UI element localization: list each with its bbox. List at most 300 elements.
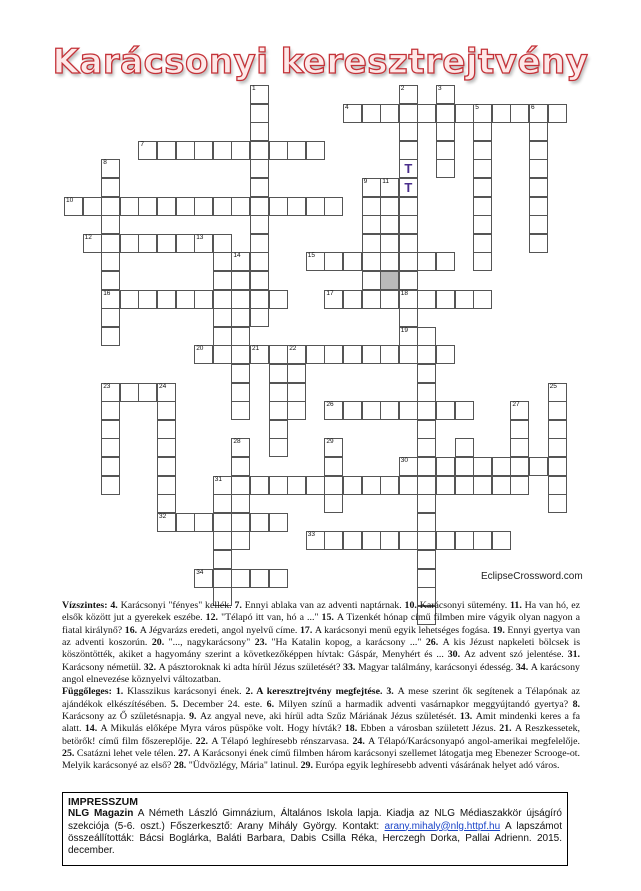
crossword-cell[interactable] xyxy=(343,531,362,550)
crossword-cell[interactable] xyxy=(231,531,250,550)
crossword-cell[interactable] xyxy=(399,234,418,253)
crossword-cell[interactable] xyxy=(399,271,418,290)
clue-number: 17 xyxy=(326,289,334,297)
crossword-cell[interactable] xyxy=(101,290,120,309)
crossword-cell[interactable] xyxy=(287,345,306,364)
crossword-cell[interactable] xyxy=(101,159,120,178)
crossword-cell[interactable] xyxy=(343,252,362,271)
crossword-cell[interactable] xyxy=(306,531,325,550)
crossword-cell[interactable] xyxy=(101,308,120,327)
crossword-cell[interactable] xyxy=(343,345,362,364)
crossword-cell[interactable] xyxy=(324,401,343,420)
crossword-cell[interactable] xyxy=(529,234,548,253)
crossword-cell[interactable] xyxy=(436,252,455,271)
crossword-cell[interactable] xyxy=(548,420,567,439)
crossword-cell[interactable] xyxy=(436,531,455,550)
crossword-cell[interactable] xyxy=(399,252,418,271)
crossword-cell[interactable] xyxy=(157,420,176,439)
crossword-cell[interactable] xyxy=(529,159,548,178)
crossword-cell[interactable] xyxy=(529,457,548,476)
crossword-cell[interactable] xyxy=(269,290,288,309)
crossword-cell[interactable] xyxy=(250,159,269,178)
clue-text: A pásztoroknak ki adta hírül Jézus születését? xyxy=(158,661,341,673)
crossword-cell[interactable] xyxy=(417,420,436,439)
crossword-cell[interactable] xyxy=(473,197,492,216)
crossword-cell[interactable] xyxy=(417,383,436,402)
contact-email-link[interactable]: arany.mihaly@nlg.httpf.hu xyxy=(384,820,501,832)
crossword-cell[interactable] xyxy=(455,401,474,420)
crossword-cell[interactable] xyxy=(399,141,418,160)
crossword-cell[interactable] xyxy=(306,141,325,160)
crossword-cell[interactable] xyxy=(343,476,362,495)
crossword-cell[interactable] xyxy=(380,290,399,309)
crossword-cell[interactable] xyxy=(176,197,195,216)
crossword-cell[interactable] xyxy=(306,252,325,271)
clue-number-label: 15. xyxy=(318,612,337,624)
crossword-cell[interactable] xyxy=(529,104,548,123)
crossword-cell[interactable] xyxy=(362,345,381,364)
crossword-cell[interactable] xyxy=(287,364,306,383)
crossword-cell[interactable] xyxy=(455,438,474,457)
crossword-cell[interactable] xyxy=(436,345,455,364)
crossword-cell[interactable] xyxy=(399,476,418,495)
crossword-cell[interactable] xyxy=(362,476,381,495)
crossword-cell[interactable] xyxy=(101,476,120,495)
crossword-cell[interactable] xyxy=(231,476,250,495)
crossword-cell[interactable] xyxy=(324,290,343,309)
crossword-cell[interactable] xyxy=(510,457,529,476)
crossword-cell[interactable] xyxy=(473,476,492,495)
crossword-cell[interactable] xyxy=(231,197,250,216)
crossword-cell[interactable] xyxy=(324,252,343,271)
crossword-cell[interactable] xyxy=(417,494,436,513)
crossword-cell[interactable] xyxy=(231,457,250,476)
crossword-cell[interactable] xyxy=(101,383,120,402)
crossword-cell[interactable] xyxy=(473,290,492,309)
crossword-cell[interactable] xyxy=(417,345,436,364)
crossword-cell[interactable] xyxy=(176,513,195,532)
crossword-cell[interactable] xyxy=(101,271,120,290)
clue-number: 13 xyxy=(196,233,204,241)
crossword-cell[interactable] xyxy=(455,457,474,476)
clue-number: 21 xyxy=(252,345,260,353)
clue-text: "..., nagykarácsony" xyxy=(168,637,251,649)
crossword-cell[interactable] xyxy=(548,383,567,402)
crossword-cell[interactable] xyxy=(473,141,492,160)
crossword-cell[interactable] xyxy=(250,215,269,234)
crossword-cell[interactable] xyxy=(417,104,436,123)
clue-text: December 24. este. xyxy=(182,698,263,710)
crossword-cell[interactable] xyxy=(473,178,492,197)
clue-text: Amit mindenki keres a fa alatt. xyxy=(62,711,580,735)
crossword-cell[interactable] xyxy=(83,197,102,216)
impressum-text-1: A Németh László Gimnázium, Általános Iskola lapja. Kiadja az NLG Médiaszakkör újságíró szekciója (5-6. oszt.) Főszerkesztő: Arany Mihály György. Kontakt: xyxy=(68,808,562,832)
crossword-cell[interactable] xyxy=(269,438,288,457)
crossword-cell[interactable] xyxy=(157,494,176,513)
crossword-cell[interactable] xyxy=(287,401,306,420)
crossword-cell[interactable] xyxy=(64,197,83,216)
crossword-cell[interactable] xyxy=(138,383,157,402)
crossword-cell[interactable] xyxy=(269,364,288,383)
crossword-cell[interactable] xyxy=(417,401,436,420)
crossword-cell[interactable] xyxy=(399,197,418,216)
crossword-cell[interactable] xyxy=(380,476,399,495)
crossword-cell[interactable] xyxy=(176,141,195,160)
crossword-cell[interactable] xyxy=(250,308,269,327)
crossword-cell[interactable] xyxy=(436,290,455,309)
clue-number: 32 xyxy=(159,512,167,520)
crossword-cell[interactable] xyxy=(473,159,492,178)
clue-number-label: 3. xyxy=(382,686,398,698)
crossword-cell[interactable] xyxy=(213,271,232,290)
crossword-cell[interactable] xyxy=(157,234,176,253)
crossword-cell[interactable] xyxy=(548,104,567,123)
crossword-cell[interactable] xyxy=(157,141,176,160)
crossword-cell[interactable] xyxy=(231,141,250,160)
crossword-cell[interactable] xyxy=(399,457,418,476)
crossword-cell[interactable] xyxy=(213,513,232,532)
crossword-cell[interactable] xyxy=(231,383,250,402)
crossword-cell[interactable] xyxy=(269,141,288,160)
crossword-cell[interactable] xyxy=(362,215,381,234)
crossword-cell[interactable] xyxy=(380,234,399,253)
clue-number-label: 30. xyxy=(443,649,464,661)
crossword-cell[interactable] xyxy=(436,122,455,141)
clue-text: A karácsonyi menü egyik lehetséges fogása. xyxy=(314,624,490,636)
crossword-cell[interactable] xyxy=(399,159,418,178)
crossword-cell[interactable] xyxy=(362,531,381,550)
crossword-cell[interactable] xyxy=(306,476,325,495)
crossword-cell[interactable] xyxy=(269,476,288,495)
crossword-cell[interactable] xyxy=(213,308,232,327)
crossword-cell[interactable] xyxy=(417,252,436,271)
crossword-cell[interactable] xyxy=(510,104,529,123)
crossword-cell[interactable] xyxy=(399,531,418,550)
clue-text: Az advent szó jelentése. xyxy=(464,649,564,661)
crossword-cell[interactable] xyxy=(436,104,455,123)
clue-number-label: 9. xyxy=(185,711,200,723)
crossword-cell[interactable] xyxy=(231,569,250,588)
crossword-cell[interactable] xyxy=(250,290,269,309)
crossword-cell[interactable] xyxy=(399,308,418,327)
crossword-cell[interactable] xyxy=(231,252,250,271)
crossword-cell[interactable] xyxy=(380,252,399,271)
clue-text: A karácsony angol elnevezése köznyelvi változatban. xyxy=(62,661,580,686)
crossword-cell[interactable] xyxy=(306,197,325,216)
clue-number-label: 1. xyxy=(115,686,128,698)
crossword-cell[interactable] xyxy=(529,178,548,197)
crossword-cell[interactable] xyxy=(417,438,436,457)
crossword-cell[interactable] xyxy=(324,494,343,513)
crossword-cell[interactable] xyxy=(343,290,362,309)
crossword-cell[interactable] xyxy=(399,85,418,104)
crossword-cell[interactable] xyxy=(250,104,269,123)
crossword-cell[interactable] xyxy=(101,420,120,439)
across-heading: Vízszintes: xyxy=(62,600,108,611)
clue-text: A Karácsonyi ének című filmben három karácsonyi szellemet látogatja meg Ebenezer Scrooge-ot. Melyik karácsonyé az első? xyxy=(62,748,581,772)
crossword-cell[interactable] xyxy=(138,197,157,216)
clue-number-label: 10. xyxy=(401,600,420,611)
crossword-cell[interactable] xyxy=(250,271,269,290)
crossword-cell[interactable] xyxy=(213,550,232,569)
crossword-cell[interactable] xyxy=(213,327,232,346)
crossword-cell[interactable] xyxy=(101,234,120,253)
crossword-cell[interactable] xyxy=(417,290,436,309)
crossword-cell[interactable] xyxy=(157,383,176,402)
crossword-cell[interactable] xyxy=(231,494,250,513)
crossword-cell[interactable] xyxy=(287,383,306,402)
crossword-cell[interactable] xyxy=(213,531,232,550)
crossword-cell[interactable] xyxy=(157,513,176,532)
crossword-cell[interactable] xyxy=(436,141,455,160)
crossword-cell[interactable] xyxy=(492,476,511,495)
crossword-cell[interactable] xyxy=(473,457,492,476)
crossword-cell[interactable] xyxy=(324,531,343,550)
clue-number: 10 xyxy=(66,196,74,204)
crossword-cell[interactable] xyxy=(194,234,213,253)
crossword-cell[interactable] xyxy=(157,476,176,495)
crossword-cell[interactable] xyxy=(213,345,232,364)
crossword-cell[interactable] xyxy=(380,531,399,550)
crossword-cell[interactable] xyxy=(231,345,250,364)
crossword-cell[interactable] xyxy=(101,457,120,476)
crossword-cell[interactable] xyxy=(417,364,436,383)
crossword-cell[interactable] xyxy=(176,234,195,253)
crossword-cell[interactable] xyxy=(417,476,436,495)
crossword-cell[interactable] xyxy=(380,104,399,123)
crossword-cell[interactable] xyxy=(157,438,176,457)
crossword-cell[interactable] xyxy=(324,345,343,364)
clue-text: A kis Jézust napkeleti bölcsek is köszöntötték, akiket a hagyomány szerint a következőképpen hívtak: Gáspár, Menyhért és ... xyxy=(62,637,581,661)
crossword-cell[interactable] xyxy=(269,420,288,439)
crossword-cell[interactable] xyxy=(324,476,343,495)
crossword-cell[interactable] xyxy=(399,104,418,123)
crossword-cell[interactable] xyxy=(101,215,120,234)
crossword-cell[interactable] xyxy=(269,345,288,364)
crossword-cell[interactable] xyxy=(250,197,269,216)
crossword-cell[interactable] xyxy=(231,364,250,383)
crossword-cell[interactable] xyxy=(417,327,436,346)
clue-text: Ebben a városban született Jézus. xyxy=(360,723,496,735)
crossword-cell[interactable] xyxy=(194,569,213,588)
crossword-cell[interactable] xyxy=(120,383,139,402)
crossword-cell[interactable] xyxy=(362,197,381,216)
crossword-cell[interactable] xyxy=(324,197,343,216)
crossword-cell[interactable] xyxy=(548,438,567,457)
crossword-cell[interactable] xyxy=(231,308,250,327)
crossword-cell[interactable] xyxy=(213,476,232,495)
crossword-cell[interactable] xyxy=(362,178,381,197)
crossword-cell[interactable] xyxy=(473,531,492,550)
clue-number: 29 xyxy=(326,438,334,446)
clue-number-label: 25. xyxy=(62,748,77,760)
crossword-cell[interactable] xyxy=(380,345,399,364)
crossword-cell[interactable] xyxy=(417,457,436,476)
clue-number-label: 22. xyxy=(192,735,212,747)
impressum-text-2: A lapszámot összeállították: Bácsi Boglárka, Baláti Barbara, Dabis Csilla Réka, Herczegh Dorka, Pallai Adrienn. 2015. december. xyxy=(68,820,562,857)
crossword-cell[interactable] xyxy=(380,178,399,197)
crossword-cell[interactable] xyxy=(455,290,474,309)
crossword-cell[interactable] xyxy=(529,122,548,141)
crossword-cell[interactable] xyxy=(120,197,139,216)
crossword-cell[interactable] xyxy=(455,531,474,550)
crossword-cell[interactable] xyxy=(138,141,157,160)
crossword-cell[interactable] xyxy=(473,252,492,271)
crossword-cell[interactable] xyxy=(399,178,418,197)
crossword-cell[interactable] xyxy=(455,104,474,123)
crossword-cell[interactable] xyxy=(213,197,232,216)
crossword-cell[interactable] xyxy=(269,383,288,402)
crossword-cell[interactable] xyxy=(138,234,157,253)
crossword-cell[interactable] xyxy=(380,197,399,216)
crossword-cell[interactable] xyxy=(269,197,288,216)
crossword-cell[interactable] xyxy=(417,531,436,550)
clue-number-label: 21. xyxy=(495,723,515,735)
crossword-cell[interactable] xyxy=(436,401,455,420)
crossword-cell[interactable] xyxy=(362,104,381,123)
clue-number: 18 xyxy=(400,289,409,297)
crossword-cell[interactable] xyxy=(83,234,102,253)
clue-text: "Ha Katalin kopog, a karácsony ..." xyxy=(271,637,422,649)
crossword-cell[interactable] xyxy=(380,215,399,234)
clue-text: "Üdvözlégy, Mária" latinul. xyxy=(188,760,299,772)
crossword-cell[interactable] xyxy=(213,290,232,309)
crossword-cell[interactable] xyxy=(194,197,213,216)
crossword-cell[interactable] xyxy=(362,271,381,290)
watermark-text: EclipseCrossword.com xyxy=(481,571,583,582)
crossword-cell[interactable] xyxy=(287,197,306,216)
crossword-cell[interactable] xyxy=(194,290,213,309)
crossword-cell[interactable] xyxy=(213,234,232,253)
crossword-cell[interactable] xyxy=(231,290,250,309)
crossword-cell[interactable] xyxy=(436,159,455,178)
crossword-cell[interactable] xyxy=(231,401,250,420)
crossword-cell[interactable] xyxy=(269,513,288,532)
crossword-cell[interactable] xyxy=(213,252,232,271)
crossword-cell[interactable] xyxy=(324,457,343,476)
crossword-cell[interactable] xyxy=(101,327,120,346)
crossword-cell[interactable] xyxy=(231,438,250,457)
down-heading: Függőleges: xyxy=(62,686,112,698)
crossword-cell[interactable] xyxy=(343,401,362,420)
crossword-cell[interactable] xyxy=(231,327,250,346)
crossword-cell[interactable] xyxy=(101,197,120,216)
crossword-cell[interactable] xyxy=(362,290,381,309)
crossword-cell[interactable] xyxy=(157,197,176,216)
crossword-cell[interactable] xyxy=(157,457,176,476)
crossword-cell[interactable] xyxy=(250,476,269,495)
clue-number: 5 xyxy=(475,103,479,111)
crossword-cell[interactable] xyxy=(510,420,529,439)
crossword-cell[interactable] xyxy=(417,513,436,532)
crossword-cell[interactable] xyxy=(399,327,418,346)
crossword-cell[interactable] xyxy=(138,290,157,309)
crossword-cell[interactable] xyxy=(436,476,455,495)
crossword-cell[interactable] xyxy=(529,141,548,160)
crossword-cell[interactable] xyxy=(492,104,511,123)
crossword-cell[interactable] xyxy=(250,513,269,532)
crossword-cell[interactable] xyxy=(231,271,250,290)
crossword-cell[interactable] xyxy=(399,215,418,234)
crossword-cell[interactable] xyxy=(455,476,474,495)
crossword-cell[interactable] xyxy=(231,513,250,532)
crossword-cell[interactable] xyxy=(101,252,120,271)
crossword-cell[interactable] xyxy=(548,494,567,513)
crossword-cell[interactable] xyxy=(287,141,306,160)
crossword-cell[interactable] xyxy=(492,457,511,476)
crossword-cell[interactable] xyxy=(269,569,288,588)
crossword-cell[interactable] xyxy=(250,141,269,160)
magazine-name: NLG Magazin xyxy=(68,808,134,820)
crossword-cell[interactable] xyxy=(287,476,306,495)
crossword-cell[interactable] xyxy=(250,85,269,104)
clue-text: A Télapó/Karácsonyapó angol-amerikai megfelelője. xyxy=(368,735,580,747)
crossword-cell[interactable] xyxy=(176,290,195,309)
crossword-cell[interactable] xyxy=(194,141,213,160)
crossword-cell[interactable] xyxy=(250,569,269,588)
crossword-cell[interactable] xyxy=(510,438,529,457)
crossword-cell[interactable] xyxy=(492,531,511,550)
crossword-cell[interactable] xyxy=(101,438,120,457)
crossword-cell[interactable] xyxy=(120,290,139,309)
crossword-cell[interactable] xyxy=(529,197,548,216)
crossword-cell[interactable] xyxy=(436,85,455,104)
crossword-cell[interactable] xyxy=(473,122,492,141)
crossword-cell[interactable] xyxy=(250,178,269,197)
crossword-cell[interactable] xyxy=(473,215,492,234)
crossword-cell[interactable] xyxy=(306,345,325,364)
crossword-cell[interactable] xyxy=(101,178,120,197)
crossword-cell[interactable] xyxy=(417,569,436,588)
crossword-cell[interactable] xyxy=(362,234,381,253)
crossword-cell[interactable] xyxy=(548,457,567,476)
crossword-cell[interactable] xyxy=(529,215,548,234)
crossword-cell[interactable] xyxy=(269,401,288,420)
crossword-cell[interactable] xyxy=(548,401,567,420)
crossword-cell[interactable] xyxy=(213,569,232,588)
crossword-cell[interactable] xyxy=(399,401,418,420)
page-title: Karácsonyi keresztrejtvény xyxy=(52,42,589,82)
crossword-cell[interactable] xyxy=(343,104,362,123)
crossword-cell[interactable] xyxy=(399,290,418,309)
crossword-cell[interactable] xyxy=(510,476,529,495)
crossword-cell[interactable] xyxy=(399,345,418,364)
crossword-cell[interactable] xyxy=(120,234,139,253)
crossword-cell[interactable] xyxy=(510,401,529,420)
crossword-cell[interactable] xyxy=(362,401,381,420)
crossword-cell[interactable] xyxy=(250,122,269,141)
crossword-cell[interactable] xyxy=(436,457,455,476)
crossword-cell[interactable] xyxy=(101,401,120,420)
crossword-cell[interactable] xyxy=(194,513,213,532)
crossword-cell[interactable] xyxy=(157,401,176,420)
crossword-cell[interactable] xyxy=(250,234,269,253)
crossword-cell[interactable] xyxy=(473,104,492,123)
crossword-cell[interactable] xyxy=(548,476,567,495)
crossword-cell[interactable] xyxy=(380,401,399,420)
crossword-cell[interactable] xyxy=(213,141,232,160)
crossword-cell[interactable] xyxy=(213,494,232,513)
crossword-cell[interactable] xyxy=(362,252,381,271)
crossword-cell[interactable] xyxy=(194,345,213,364)
crossword-cell[interactable] xyxy=(157,290,176,309)
crossword-cell[interactable] xyxy=(473,234,492,253)
crossword-cell[interactable] xyxy=(399,122,418,141)
crossword-cell[interactable] xyxy=(324,438,343,457)
crossword-cell[interactable] xyxy=(250,252,269,271)
crossword-cell[interactable] xyxy=(250,345,269,364)
crossword-cell[interactable] xyxy=(417,550,436,569)
